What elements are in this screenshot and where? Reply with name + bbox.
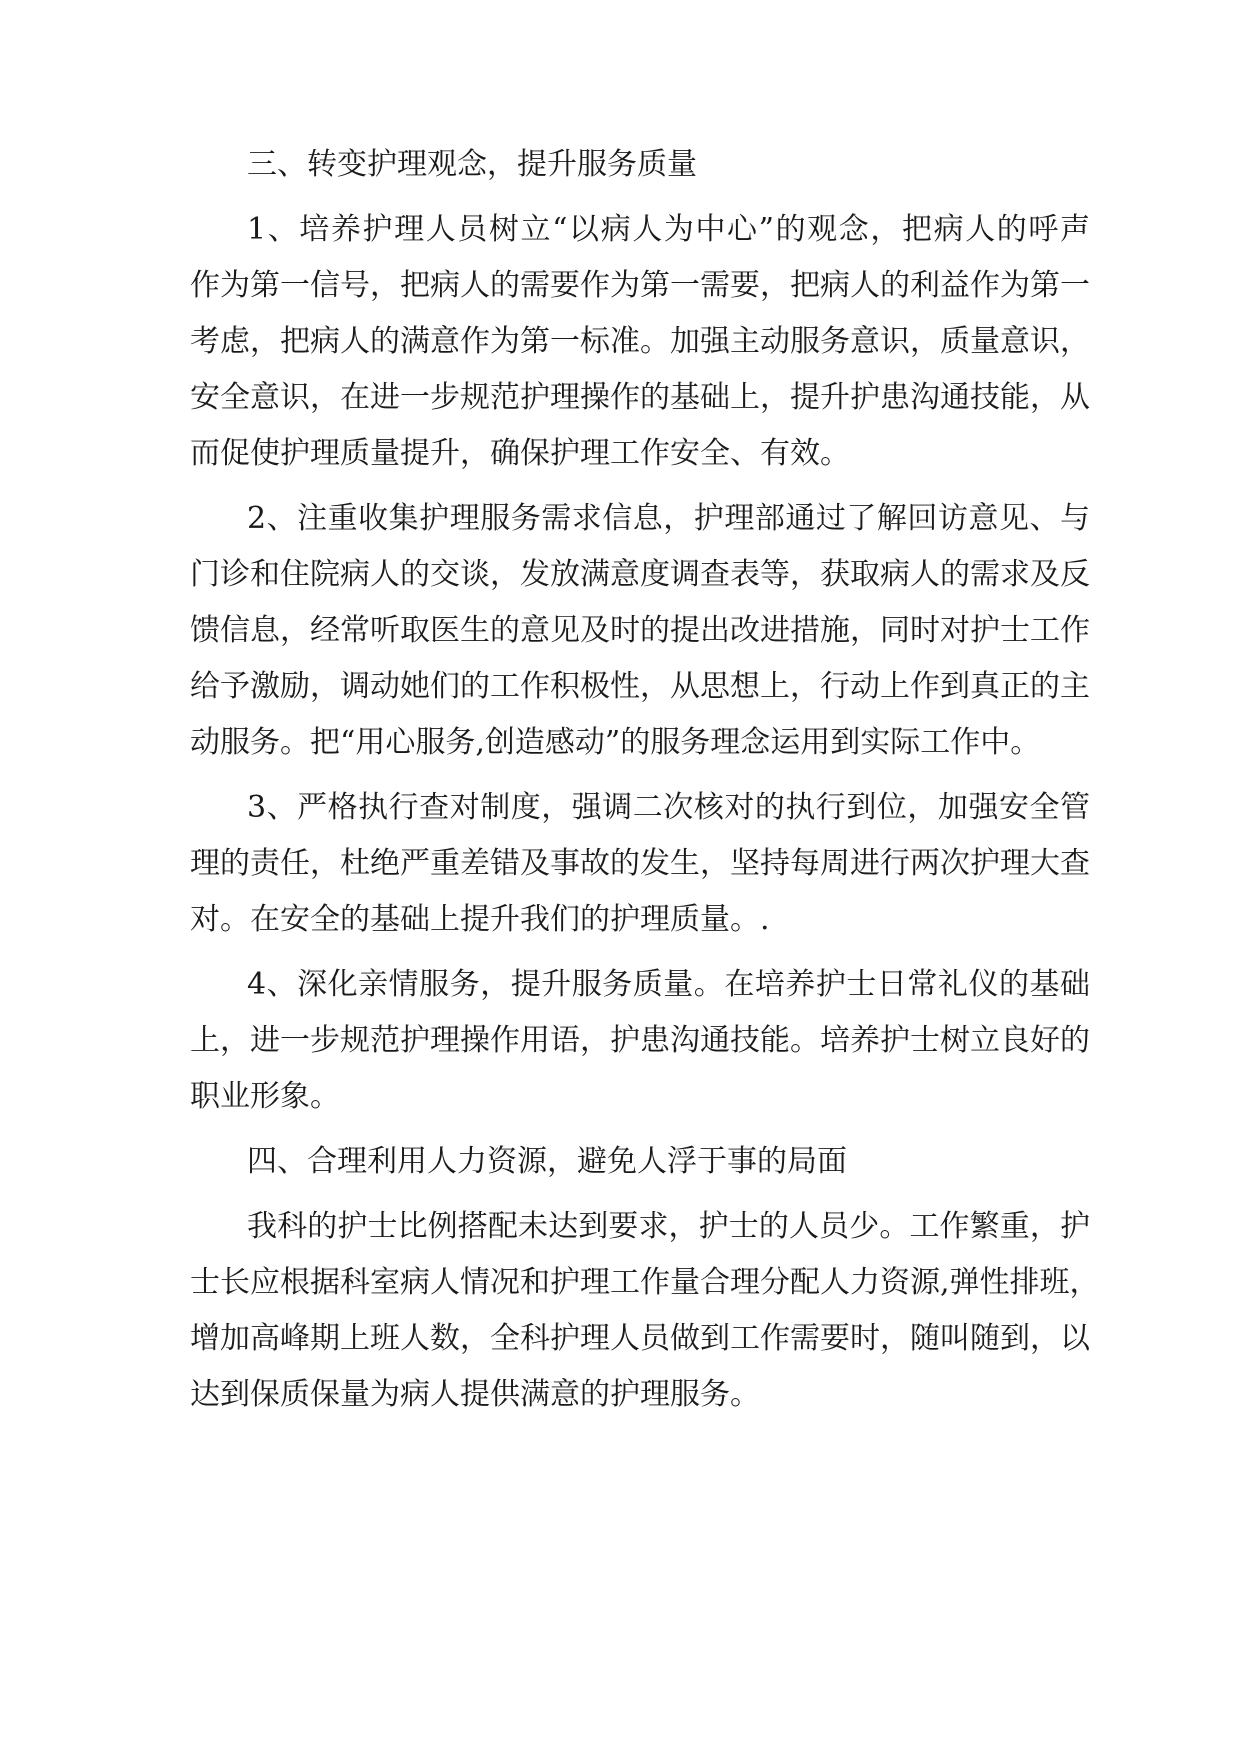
item-1-line-1: 1、培养护理人员树立“以病人为中心”的观念，把病人的呼声 xyxy=(247,212,1090,247)
item-3-line-2: 理的责任，杜绝严重差错及事故的发生，坚持每周进行两次护理大查 xyxy=(190,846,1090,881)
section-heading-3: 三、转变护理观念，提升服务质量 xyxy=(247,147,697,182)
para-4-line-4: 达到保质保量为病人提供满意的护理服务。 xyxy=(190,1377,760,1412)
item-2-line-5: 动服务。把“用心服务,创造感动”的服务理念运用到实际工作中。 xyxy=(190,725,1041,760)
para-4-line-2: 士长应根据科室病人情况和护理工作量合理分配人力资源,弹性排班， xyxy=(190,1265,1100,1300)
item-3-line-3: 对。在安全的基础上提升我们的护理质量。. xyxy=(190,902,770,937)
item-2-line-3: 馈信息，经常听取医生的意见及时的提出改进措施，同时对护士工作 xyxy=(190,613,1090,648)
item-2-line-2: 门诊和住院病人的交谈，发放满意度调查表等，获取病人的需求及反 xyxy=(190,557,1090,592)
item-1-line-4: 安全意识，在进一步规范护理操作的基础上，提升护患沟通技能，从 xyxy=(190,380,1090,415)
item-4-line-1: 4、深化亲情服务，提升服务质量。在培养护士日常礼仪的基础 xyxy=(247,967,1090,1002)
item-2-line-1: 2、注重收集护理服务需求信息，护理部通过了解回访意见、与 xyxy=(247,501,1090,536)
item-2-line-4: 给予激励，调动她们的工作积极性，从思想上，行动上作到真正的主 xyxy=(190,669,1090,704)
section-heading-4: 四、合理利用人力资源，避免人浮于事的局面 xyxy=(247,1144,847,1179)
item-1-line-2: 作为第一信号，把病人的需要作为第一需要，把病人的利益作为第一 xyxy=(190,268,1090,303)
item-4-line-3: 职业形象。 xyxy=(190,1079,340,1114)
item-1-line-3: 考虑，把病人的满意作为第一标准。加强主动服务意识，质量意识， xyxy=(190,324,1090,359)
item-4-line-2: 上，进一步规范护理操作用语，护患沟通技能。培养护士树立良好的 xyxy=(190,1023,1090,1058)
para-4-line-3: 增加高峰期上班人数，全科护理人员做到工作需要时，随叫随到，以 xyxy=(190,1321,1090,1356)
item-3-line-1: 3、严格执行查对制度，强调二次核对的执行到位，加强安全管 xyxy=(247,790,1090,825)
item-1-line-5: 而促使护理质量提升，确保护理工作安全、有效。 xyxy=(190,436,850,471)
para-4-line-1: 我科的护士比例搭配未达到要求，护士的人员少。工作繁重，护 xyxy=(247,1209,1090,1244)
